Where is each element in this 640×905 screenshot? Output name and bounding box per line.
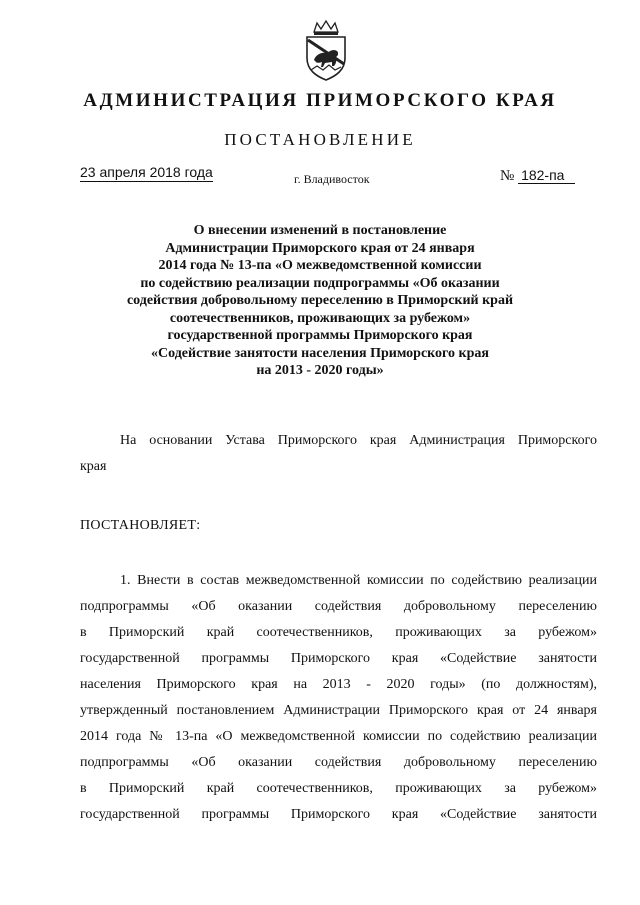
subject-line: «Содействие занятости населения Приморского края (151, 345, 489, 361)
subject-line: соотечественников, проживающих за рубежом» (169, 310, 471, 326)
basis-paragraph (80, 428, 597, 480)
paragraph-line: 2014 года № 13-па «О межведомственной комиссии по содействию реализации (80, 729, 597, 744)
subject-line: государственной программы Приморского края (167, 328, 473, 343)
document-subject (120, 222, 520, 380)
paragraph-line: подпрограммы «Об оказании содействия добровольному переселению (80, 599, 597, 614)
decree-word: ПОСТАНОВЛЯЕТ: (80, 518, 201, 533)
subject-line: на 2013 - 2020 годы» (256, 363, 384, 378)
paragraph-line: населения Приморского края на 2013 - 2020 годы» (по должностям), (80, 677, 597, 692)
document-number (500, 167, 575, 185)
paragraph-line: края (80, 459, 107, 474)
item-1-paragraph (80, 568, 597, 828)
document-date: 23 апреля 2018 года (80, 164, 213, 180)
subject-line: содействия добровольному переселению в Приморский край (126, 293, 514, 308)
organization-title: АДМИНИСТРАЦИЯ ПРИМОРСКОГО КРАЯ (83, 90, 557, 111)
paragraph-line: 1. Внести в состав межведомственной комиссии по содействию реализации (120, 573, 597, 588)
coat-of-arms-icon (301, 20, 351, 82)
subject-line: Администрации Приморского края от 24 января (165, 240, 475, 256)
paragraph-line: государственной программы Приморского края «Содействие занятости (80, 651, 597, 666)
paragraph-line: На основании Устава Приморского края Администрация Приморского (120, 433, 597, 448)
subject-line: по содействию реализации подпрограммы «Об оказании (140, 275, 500, 291)
subject-line: 2014 года № 13-па «О межведомственной комиссии (158, 258, 482, 273)
number-value: 182-па (518, 167, 575, 184)
document-type: ПОСТАНОВЛЕНИЕ (224, 130, 416, 149)
document-city: г. Владивосток (294, 172, 370, 186)
subject-line: О внесении изменений в постановление (193, 223, 447, 238)
paragraph-line: государственной программы Приморского края «Содействие занятости (80, 807, 597, 822)
paragraph-line: в Приморский край соотечественников, проживающих за рубежом» (80, 781, 597, 796)
paragraph-line: в Приморский край соотечественников, проживающих за рубежом» (80, 625, 597, 640)
paragraph-line: подпрограммы «Об оказании содействия добровольному переселению (80, 755, 597, 770)
number-label: № (500, 168, 515, 184)
paragraph-line: утвержденный постановлением Администрации Приморского края от 24 января (80, 703, 597, 718)
